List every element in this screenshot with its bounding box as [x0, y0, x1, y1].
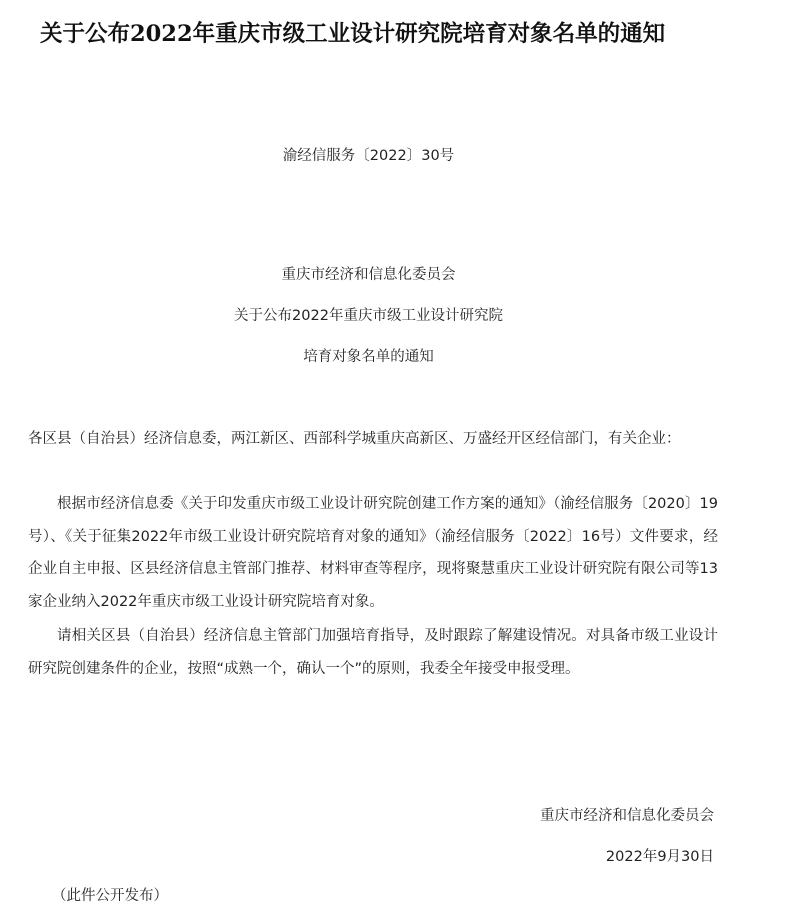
page-title: 关于公布2022年重庆市级工业设计研究院培育对象名单的通知 — [40, 21, 666, 48]
salutation: 各区县（自治县）经济信息委，两江新区、西部科学城重庆高新区、万盛经开区经信部门，有关企业： — [28, 431, 681, 447]
body-paragraph-1: 根据市经济信息委《关于印发重庆市级工业设计研究院创建工作方案的通知》（渝经信服务〔2020〕19号）、《关于征集2022年市级工业设计研究院培育对象的通知》（渝经信服务〔2022〕16号）文件要求，经企业自主申报、区县经济信息主管部门推荐、材料审查等程序，现将聚慧重庆工业设计研究院有限公司等13家企业纳入2022年重庆市级工业设计研究院培育对象。 — [28, 496, 718, 610]
notice-subtitle-line-1: 关于公布2022年重庆市级工业设计研究院 — [234, 308, 503, 324]
signature-date: 2022年9月30日 — [605, 849, 714, 865]
document-number: 渝经信服务〔2022〕30号 — [282, 148, 455, 164]
body-paragraph-2: 请相关区县（自治县）经济信息主管部门加强培育指导，及时跟踪了解建设情况。对具备市级工业设计研究院创建条件的企业，按照“成熟一个，确认一个”的原则，我委全年接受申报受理。 — [28, 628, 718, 677]
signature-organization: 重庆市经济和信息化委员会 — [540, 808, 714, 824]
publish-note: （此件公开发布） — [52, 888, 168, 904]
issuer-name: 重庆市经济和信息化委员会 — [281, 267, 456, 283]
notice-subtitle-line-2: 培育对象名单的通知 — [303, 349, 434, 365]
